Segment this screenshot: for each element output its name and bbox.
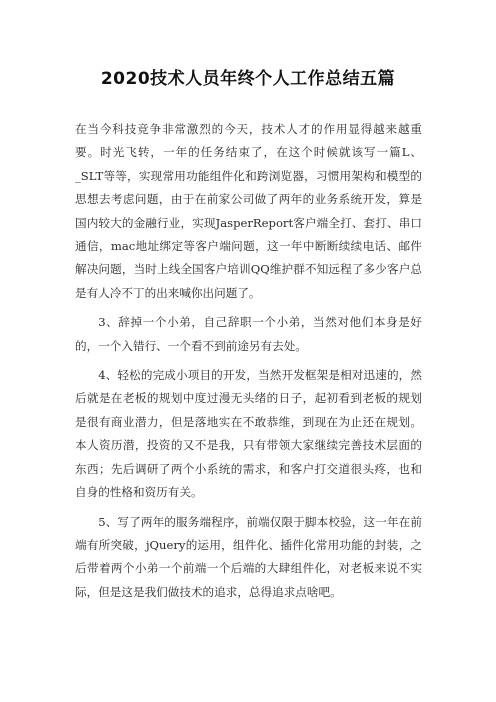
paragraph-intro: 在当今科技竞争非常激烈的今天，技术人才的作用显得越来越重要。时光飞转，一年的任务结束了，在这个时候就该写一篇L、_SLT等等，实现常用功能组件化和跨浏览器，习惯用架构和模型的思想去考虑问题，由于在前家公司做了两年的业务系统开发，算是国内较大的金融行业，实现JasperReport客户端全打、套打、串口通信，mac地址绑定等客户端问题，这一年中断断续续电话、邮件解决问题，当时上线全国客户培训QQ维护群不知远程了多少客户总是有人冷不丁的出来喊你出问题了。 [75,122,422,300]
paragraph-4: 4、轻松的完成小项目的开发，当然开发框架是相对迅速的，然后就是在老板的规划中度过漫无头绪的日子，起初看到老板的规划是很有商业潜力，但是落地实在不敢恭维，到现在为止还在规划。本人资历潜，投资的又不是我，只有带领大家继续完善技术层面的东西；先后调研了两个小系统的需求，和客户打交道很头疼，也和自身的性格和资历有关。 [75,368,422,500]
paragraph-3: 3、辞掉一个小弟，自己辞职一个小弟，当然对他们本身是好的，一个入错行、一个看不到前途另有去处。 [75,315,422,353]
document-body [75,118,422,604]
document-title: 2020技术人员年终个人工作总结五篇 [100,69,396,89]
paragraph-5: 5、写了两年的服务端程序，前端仅限于脚本校验，这一年在前端有所突破，jQuery的运用，组件化、插件化常用功能的封装，之后带着两个小弟一个前端一个后端的大肆组件化，对老板来说不实际，但是这是我们做技术的追求，总得追求点啥吧。 [75,514,422,599]
